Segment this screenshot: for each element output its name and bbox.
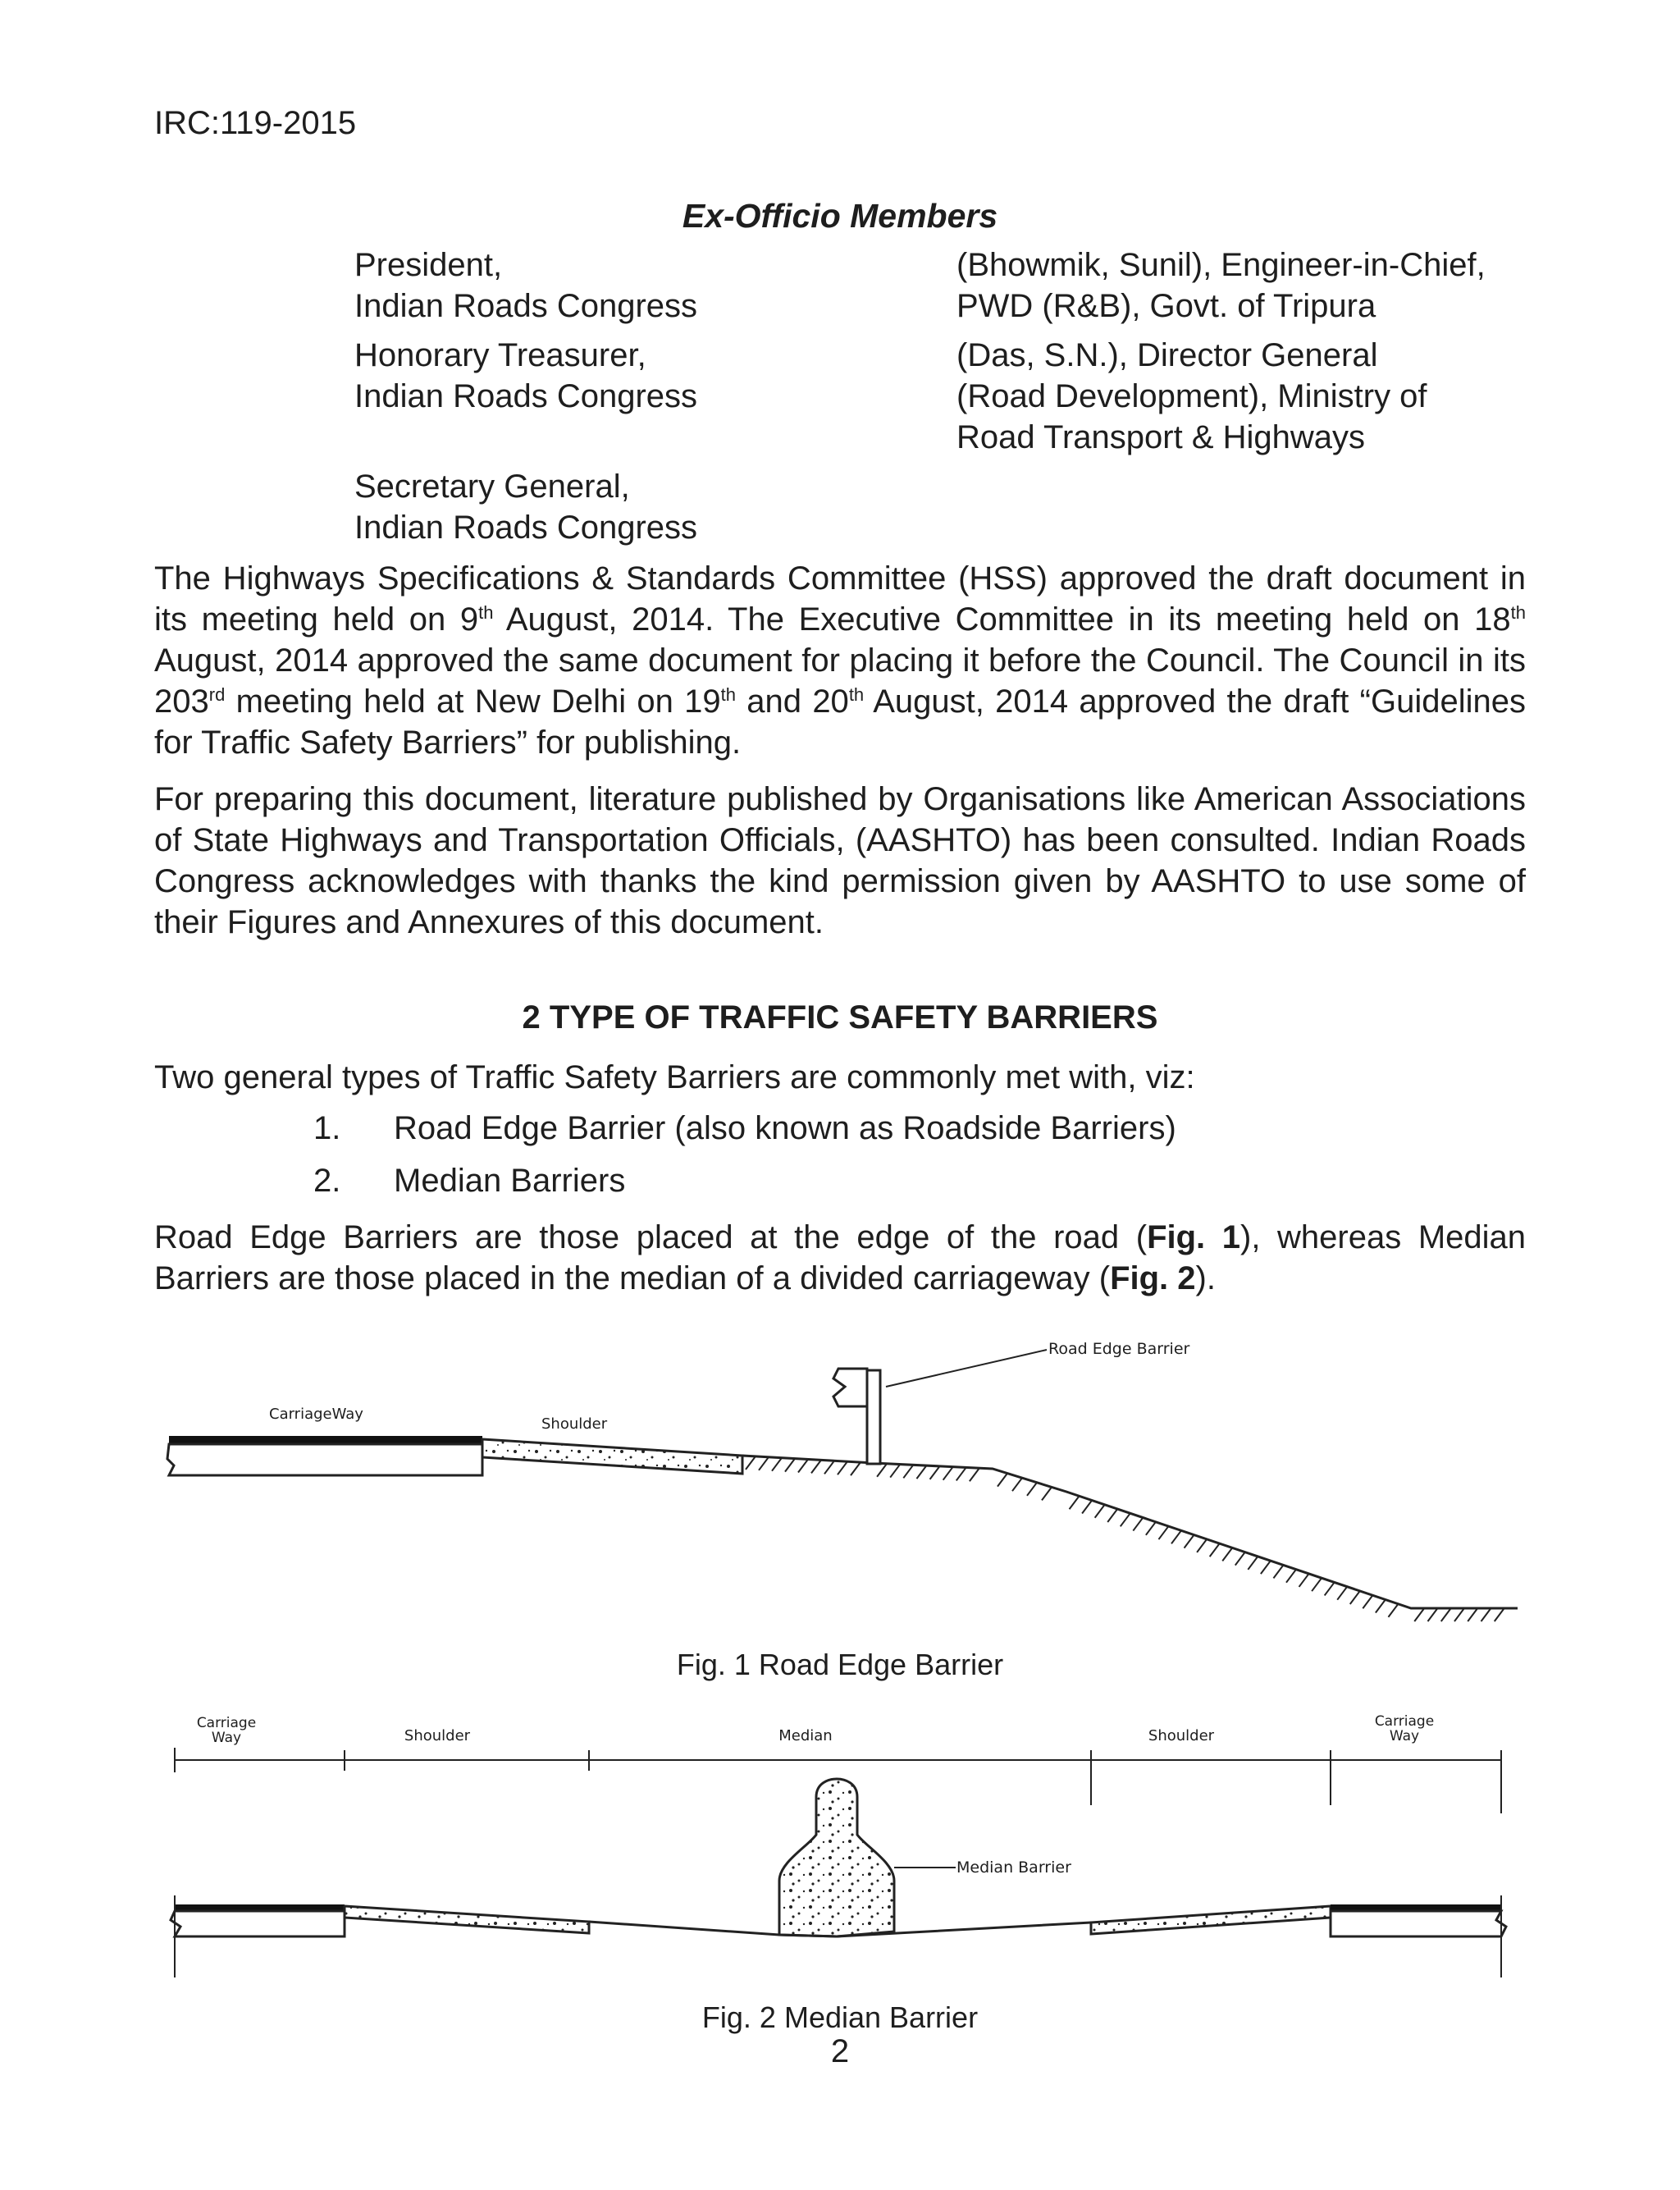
- right-carriageway-base: [1331, 1911, 1506, 1936]
- member-org: Indian Roads Congress: [354, 378, 698, 414]
- member-designation: PWD (R&B), Govt. of Tripura: [956, 288, 1376, 324]
- ground-profile: [742, 1456, 1518, 1608]
- member-designation: (Road Development), Ministry of: [956, 378, 1427, 414]
- road-edge-barrier-label: Road Edge Barrier: [1048, 1340, 1190, 1358]
- member-designation: Road Transport & Highways: [956, 419, 1366, 455]
- document-header: IRC:119-2015: [154, 105, 357, 141]
- carriage-way-label: Way: [1389, 1728, 1420, 1744]
- member-org: Indian Roads Congress: [354, 510, 698, 546]
- median-barrier-shape: [779, 1779, 894, 1936]
- fig1-road-edge-barrier-diagram: [0, 1321, 1680, 1633]
- ground-hatching: [746, 1456, 1504, 1621]
- section-title: 2 TYPE OF TRAFFIC SAFETY BARRIERS: [522, 999, 1158, 1036]
- carriageway-label: CarriageWay: [269, 1406, 363, 1423]
- acknowledgement-paragraph: For preparing this document, literature published by Organisations like American Associations of State Highways and Transportation Officials, (AASHTO) has been consulted. Indian Roads Congress acknowledges with thanks the kind permission given by AASHTO to use some of their Figures and Annexures of this document.: [154, 781, 1526, 940]
- list-item-number: 2.: [313, 1163, 341, 1199]
- right-shoulder: [1091, 1906, 1331, 1934]
- shoulder-label: Shoulder: [541, 1415, 608, 1433]
- fig1-caption: Fig. 1 Road Edge Barrier: [676, 1648, 1004, 1681]
- median-label: Median: [778, 1727, 833, 1744]
- member-org: Indian Roads Congress: [354, 288, 698, 324]
- left-carriageway-base: [171, 1911, 345, 1936]
- barrier-post: [867, 1370, 880, 1464]
- w-beam-rail: [833, 1369, 867, 1406]
- section-intro: Two general types of Traffic Safety Barriers are commonly met with, viz:: [154, 1059, 1195, 1095]
- approval-paragraph: The Highways Specifications & Standards Committee (HSS) approved the draft document in its meeting held on 9th August, 2014. The Executive Committee in its meeting held on 18th August, 2014 approved the same document for placing it before the Council. The Council in its 203rd meeting held at New Delhi on 19th and 20th August, 2014 approved the draft “Guidelines for Traffic Safety Barriers” for publishing.: [154, 560, 1526, 761]
- member-title: Secretary General,: [354, 469, 630, 505]
- page-number: 2: [830, 2033, 850, 2069]
- fig2-caption: Fig. 2 Median Barrier: [701, 2000, 979, 2034]
- list-item-number: 1.: [313, 1110, 341, 1146]
- member-title: President,: [354, 247, 503, 283]
- list-item-text: Road Edge Barrier (also known as Roadside Barriers): [394, 1110, 1176, 1146]
- member-name: (Das, S.N.), Director General: [956, 337, 1378, 373]
- carriage-way-label: Carriage: [196, 1715, 257, 1731]
- shoulder-label: Shoulder: [1148, 1727, 1215, 1744]
- carriage-way-label: Carriage: [1374, 1713, 1435, 1730]
- fig2-median-barrier-diagram: [0, 1699, 1680, 1994]
- ex-officio-heading: Ex-Officio Members: [682, 197, 998, 235]
- left-shoulder: [345, 1906, 589, 1933]
- shoulder-section: [482, 1439, 742, 1474]
- member-title: Honorary Treasurer,: [354, 337, 646, 373]
- carriage-way-label: Way: [211, 1730, 242, 1746]
- list-item-text: Median Barriers: [394, 1163, 626, 1199]
- member-name: (Bhowmik, Sunil), Engineer-in-Chief,: [956, 247, 1486, 283]
- carriageway-base: [167, 1444, 482, 1475]
- barrier-types-paragraph: Road Edge Barriers are those placed at the edge of the road (Fig. 1), whereas Median Barriers are those placed in the median of a divided carriageway (Fig. 2).: [154, 1219, 1527, 1296]
- shoulder-label: Shoulder: [404, 1727, 471, 1744]
- barrier-leader-line: [886, 1350, 1047, 1387]
- median-barrier-label: Median Barrier: [956, 1859, 1071, 1877]
